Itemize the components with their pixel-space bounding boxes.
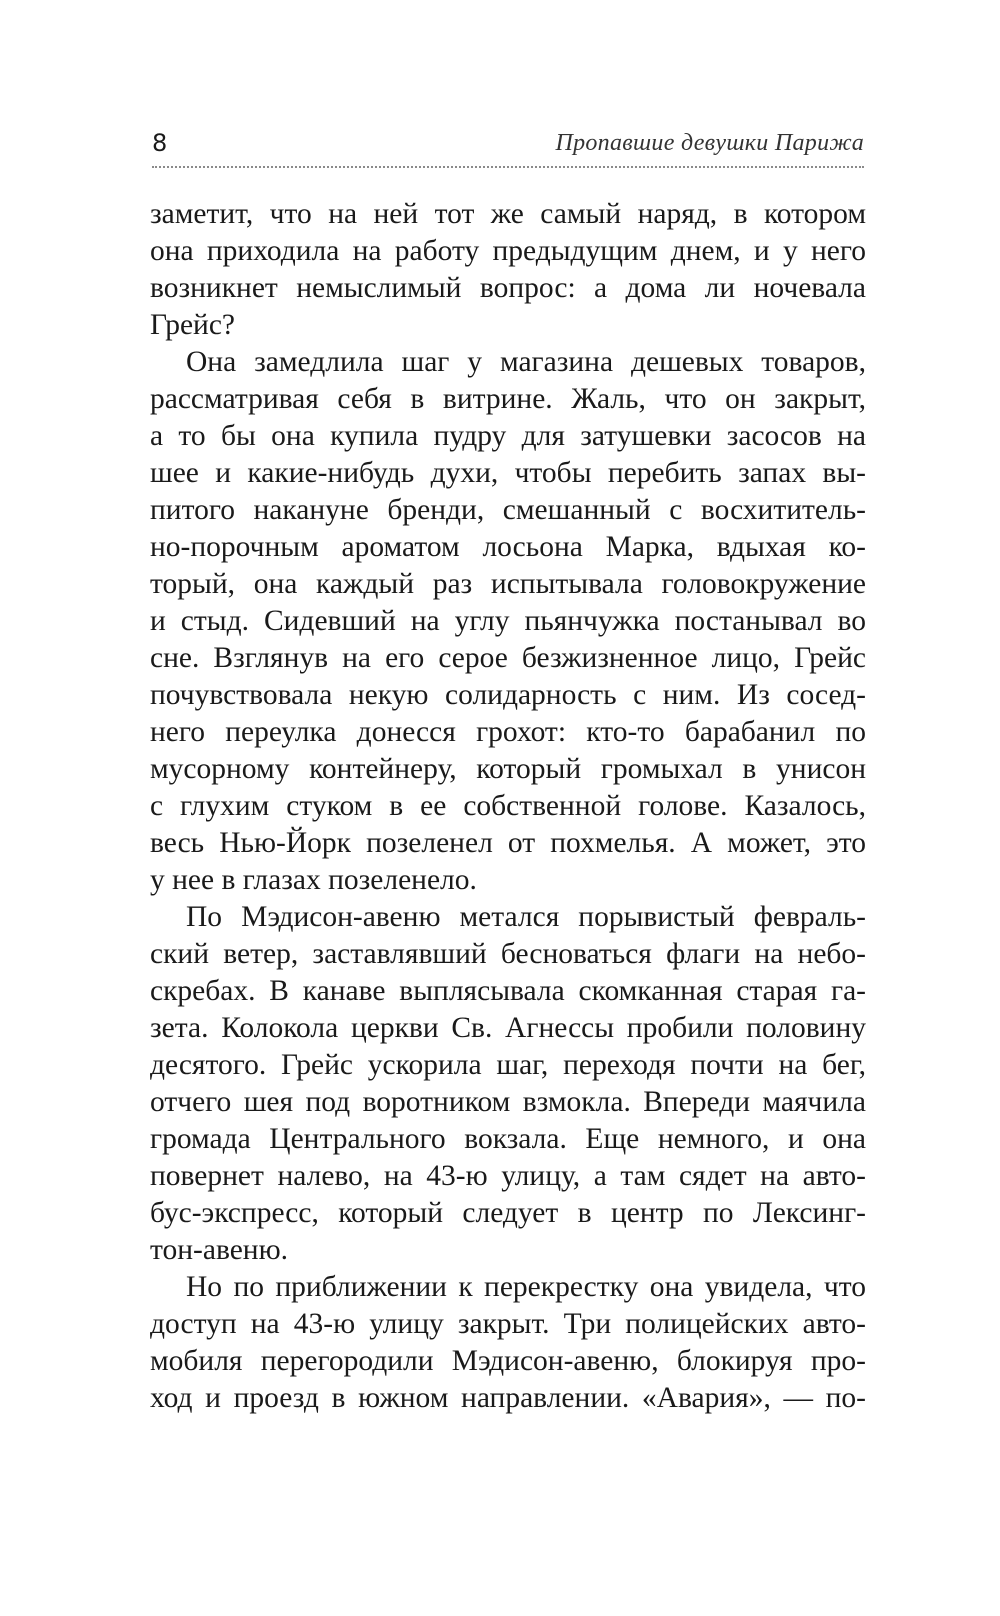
text-line: громада Центрального вокзала. Еще немного, и она (150, 1123, 866, 1155)
text-line: тон-авеню. (150, 1234, 289, 1266)
header-divider (152, 166, 864, 168)
text-line: у нее в глазах позеленело. (150, 864, 477, 896)
text-line: мобиля перегородили Мэдисон-авеню, блокируя про- (150, 1345, 866, 1377)
text-line: рассматривая себя в витрине. Жаль, что он закрыт, (150, 383, 866, 415)
text-line: Грейс? (150, 309, 236, 341)
text-line: почувствовала некую солидарность с ним. Из сосед- (150, 679, 866, 711)
body-text (150, 196, 866, 1417)
text-line: По Мэдисон-авеню метался порывистый февраль- (186, 901, 866, 933)
text-line: с глухим стуком в ее собственной голове. Казалось, (150, 790, 866, 822)
running-title: Пропавшие девушки Парижа (555, 130, 864, 156)
text-line: питого накануне бренди, смешанный с восхититель- (150, 494, 866, 526)
text-line: торый, она каждый раз испытывала головокружение (150, 568, 866, 600)
text-line: и стыд. Сидевший на углу пьянчужка постанывал во (150, 605, 866, 637)
text-line: шее и какие-нибудь духи, чтобы перебить запах вы- (150, 457, 866, 489)
text-line: бус-экспресс, который следует в центр по Лексинг- (150, 1197, 866, 1229)
text-line: него переулка донесся грохот: кто-то барабанил по (150, 716, 866, 748)
text-line: но-порочным ароматом лосьона Марка, вдыхая ко- (150, 531, 866, 563)
page-number: 8 (152, 129, 168, 157)
text-line: Но по приближении к перекрестку она увидела, что (186, 1271, 866, 1303)
text-line: ский ветер, заставлявший бесноваться флаги на небо- (150, 938, 866, 970)
text-line: возникнет немыслимый вопрос: а дома ли ночевала (150, 272, 866, 304)
text-line: заметит, что на ней тот же самый наряд, в котором (150, 198, 866, 230)
page-header (152, 128, 864, 168)
text-line: скребах. В канаве выплясывала скомканная старая га- (150, 975, 866, 1007)
text-line: повернет налево, на 43-ю улицу, а там сядет на авто- (150, 1160, 866, 1192)
text-line: она приходила на работу предыдущим днем, и у него (150, 235, 866, 267)
text-line: ход и проезд в южном направлении. «Авария», — по- (150, 1382, 866, 1414)
text-line: отчего шея под воротником взмокла. Впереди маячила (150, 1086, 866, 1118)
text-line: сне. Взглянув на его серое безжизненное лицо, Грейс (150, 642, 866, 674)
text-line: а то бы она купила пудру для затушевки засосов на (150, 420, 866, 452)
text-line: десятого. Грейс ускорила шаг, переходя почти на бег, (150, 1049, 866, 1081)
text-line: зета. Колокола церкви Св. Агнессы пробили половину (150, 1012, 866, 1044)
text-line: Она замедлила шаг у магазина дешевых товаров, (186, 346, 866, 378)
text-line: весь Нью-Йорк позеленел от похмелья. А может, это (150, 827, 866, 859)
text-line: доступ на 43-ю улицу закрыт. Три полицейских авто- (150, 1308, 866, 1340)
text-line: мусорному контейнеру, который громыхал в унисон (150, 753, 866, 785)
